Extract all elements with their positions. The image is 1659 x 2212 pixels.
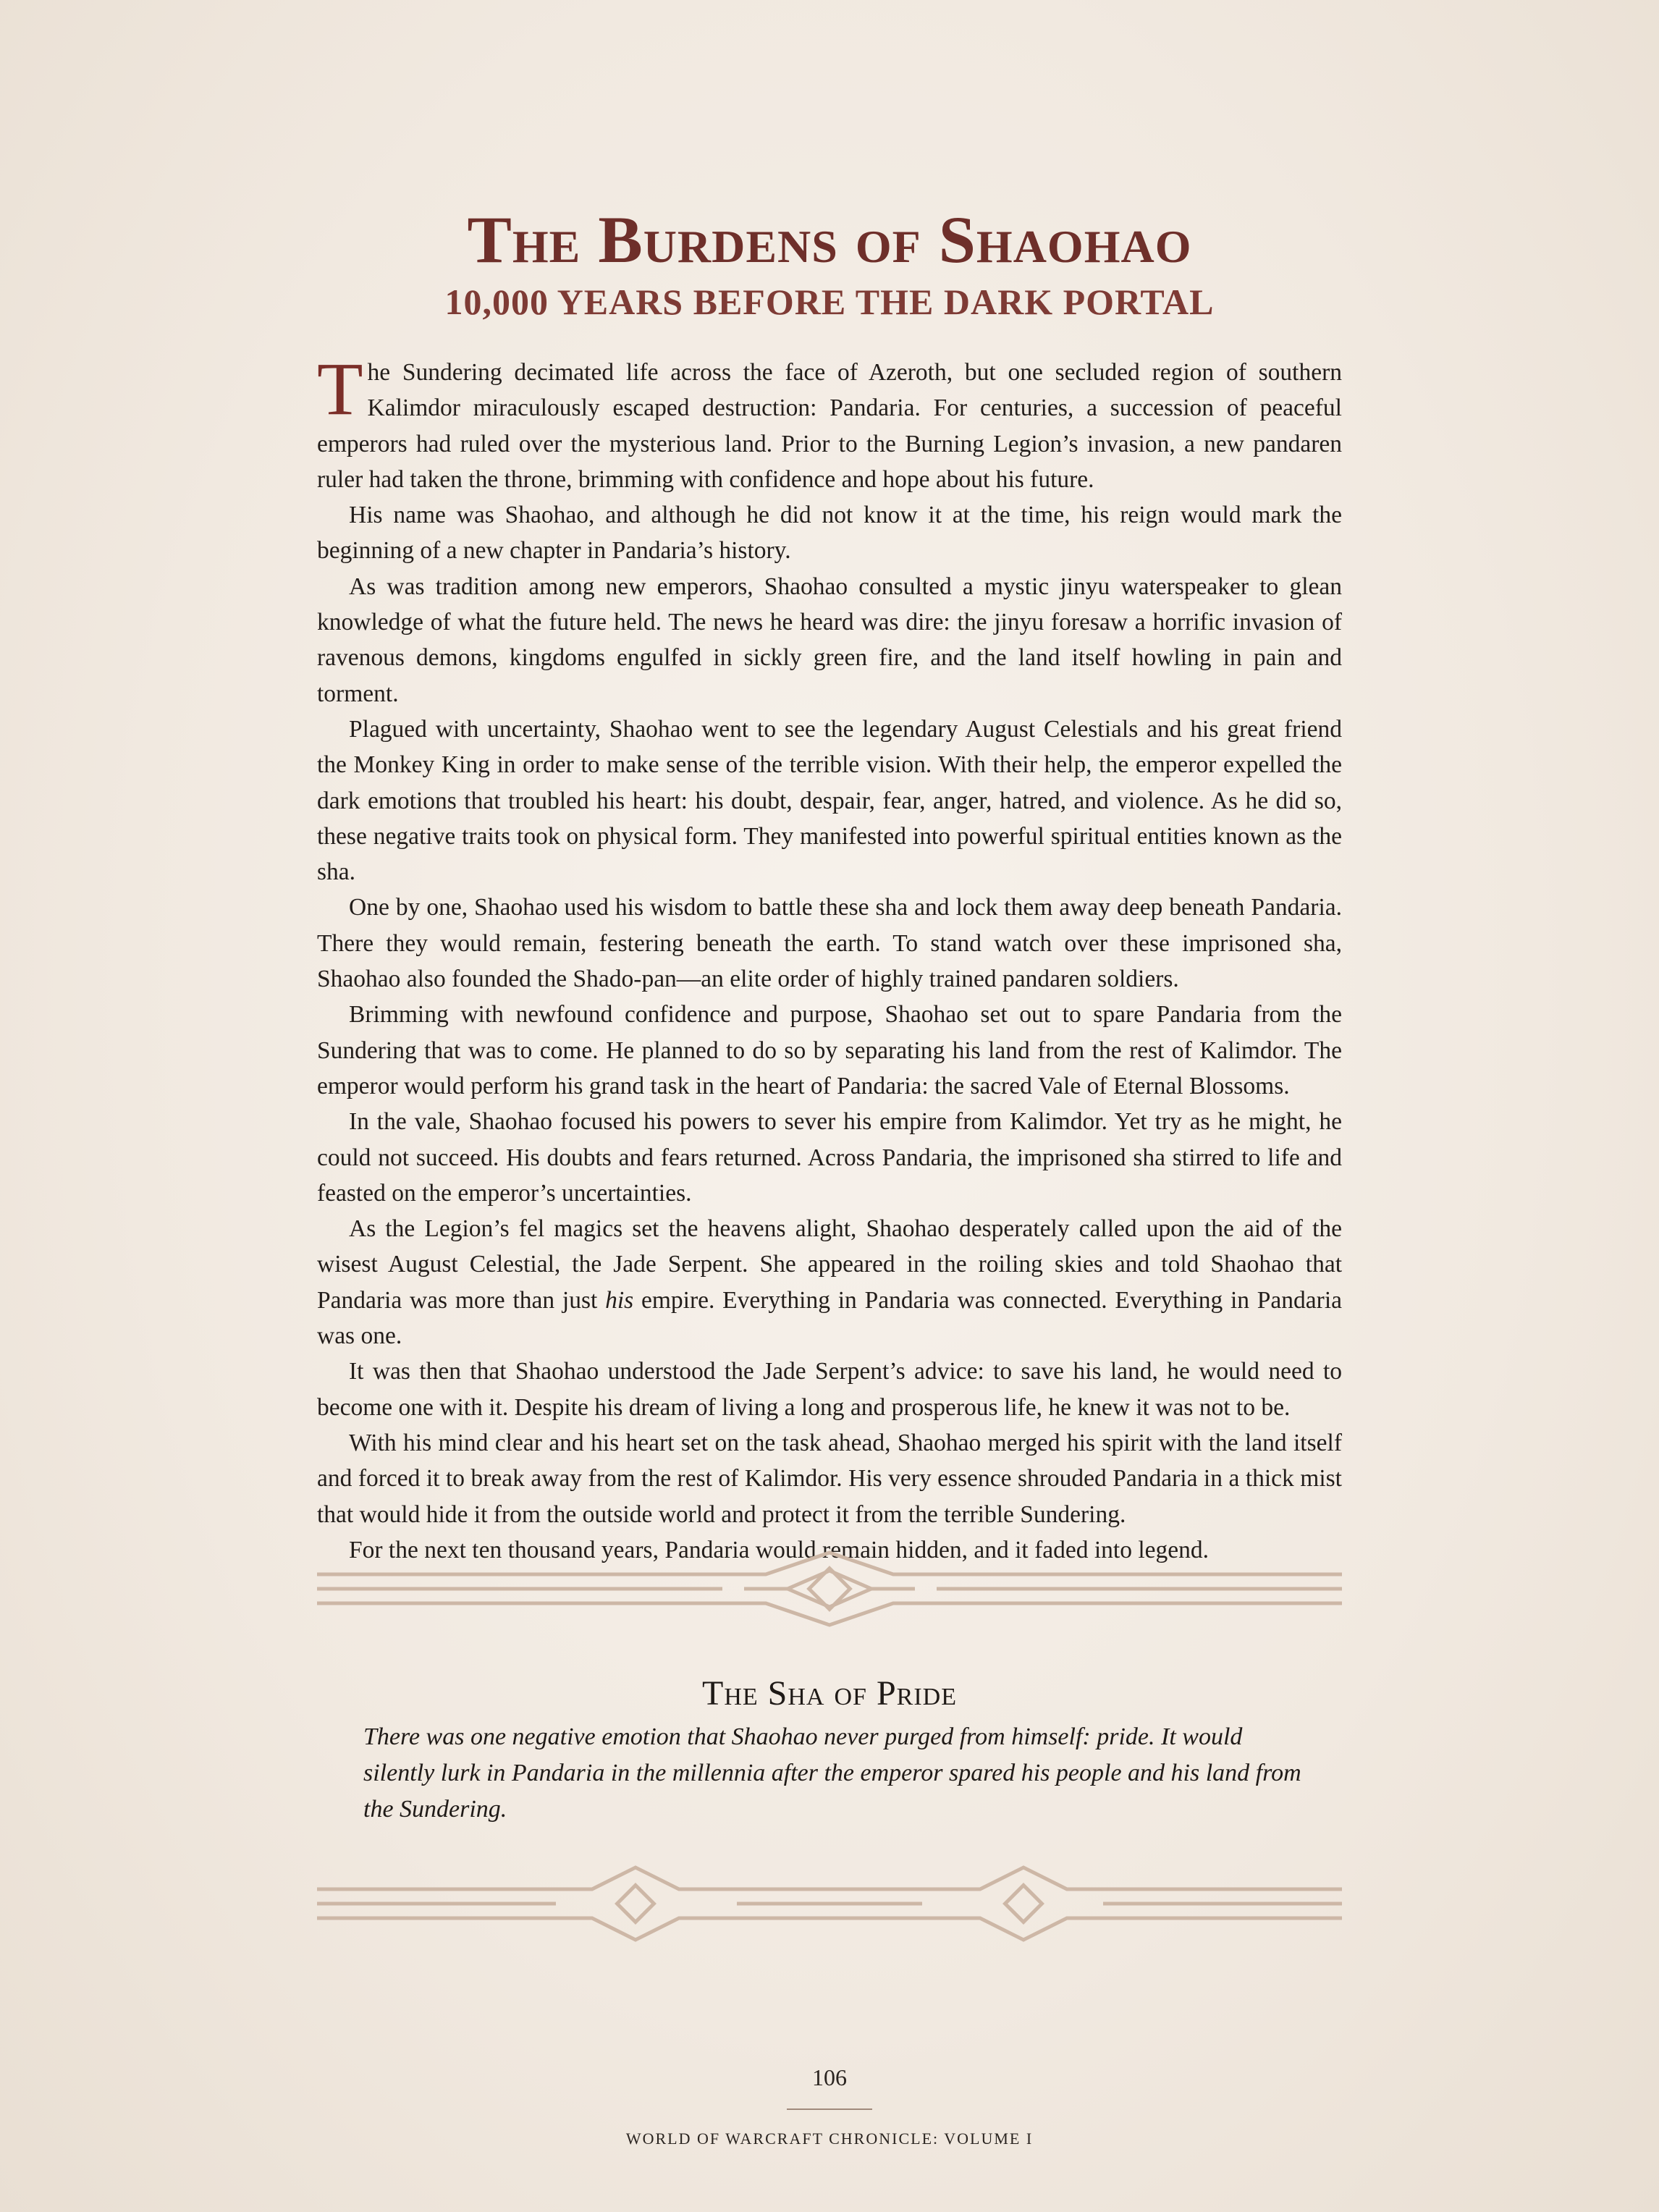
sidebar-text: There was one negative emotion that Shaohao never purged from himself: pride. It would silently lurk in Pandaria in the millennia after the emperor spared his people and his land from the Sundering.: [363, 1723, 1301, 1823]
paragraph-5: One by one, Shaohao used his wisdom to battle these sha and lock them away deep beneath Pandaria. There they would remain, festering beneath the earth. To stand watch over these imprisoned sha, Shaohao also founded the Shado-pan—an elite order of highly trained pandaren soldiers.: [317, 894, 1342, 993]
paragraph-9: It was then that Shaohao understood the Jade Serpent’s advice: to save his land, he would need to become one with it. Despite his dream of living a long and prosperous life, he knew it was not to be.: [317, 1358, 1342, 1421]
ornament-divider-bottom: [317, 1864, 1342, 1951]
running-footer: WORLD OF WARCRAFT CHRONICLE: VOLUME I: [625, 2129, 1034, 2148]
paragraph-1: The Sundering decimated life across the face of Azeroth, but one secluded region of southern Kalimdor miraculously escaped destruction: Pandaria. For centuries, a succession of peaceful emperors had ruled over the mysterious land. Prior to the Burning Legion’s invasion, a new pandaren ruler had taken the throne, brimming with confidence and hope about his future.: [317, 347, 1342, 493]
ornament-divider-top: [317, 1549, 1342, 1636]
page-title: [0, 203, 1659, 276]
body-text: [317, 347, 1342, 1568]
paragraph-8: As the Legion’s fel magics set the heavens alight, Shaohao desperately called upon the aid of the wisest August Celestial, the Jade Serpent. She appeared in the roiling skies and told Shaohao that Pandaria was more than just his empire. Everything in Pandaria was connected. Everything in Pandaria was one.: [317, 1215, 1342, 1350]
paragraph-6: Brimming with newfound confidence and purpose, Shaohao set out to spare Pandaria from the Sundering that was to come. He planned to do so by separating his land from the rest of Kalimdor. The emperor would perform his grand task in the heart of Pandaria: the sacred Vale of Eternal Blossoms.: [317, 1001, 1342, 1099]
page-subtitle: 10,000 YEARS BEFORE THE DARK PORTAL: [444, 282, 1215, 322]
footer-rule: [787, 2108, 872, 2110]
paragraph-11: For the next ten thousand years, Pandaria would remain hidden, and it faded into legend.: [349, 1536, 1210, 1563]
sidebar-title: The Sha of Pride: [702, 1674, 957, 1713]
paragraph-4: Plagued with uncertainty, Shaohao went to see the legendary August Celestials and his great friend the Monkey King in order to make sense of the terrible vision. With their help, the emperor expelled the dark emotions that troubled his heart: his doubt, despair, fear, anger, hatred, and violence. As he did so, these negative traits took on physical form. They manifested into powerful spiritual entities known as the sha.: [317, 715, 1342, 886]
paragraph-3: As was tradition among new emperors, Shaohao consulted a mystic jinyu waterspeaker to glean knowledge of what the future held. The news he heard was dire: the jinyu foresaw a horrific invasion of ravenous demons, kingdoms engulfed in sickly green fire, and the land itself howling in pain and torment.: [317, 573, 1342, 707]
page-title-text: The Burdens of Shaohao: [467, 203, 1192, 276]
page-number: 106: [812, 2064, 847, 2090]
paragraph-7: In the vale, Shaohao focused his powers to sever his empire from Kalimdor. Yet try as he might, he could not succeed. His doubts and fears returned. Across Pandaria, the imprisoned sha stirred to life and feasted on the emperor’s uncertainties.: [317, 1108, 1342, 1207]
emphasis-his: his: [605, 1286, 634, 1314]
paragraph-2: His name was Shaohao, and although he did not know it at the time, his reign would mark the beginning of a new chapter in Pandaria’s history.: [317, 502, 1342, 565]
drop-cap: T: [317, 347, 363, 431]
paragraph-10: With his mind clear and his heart set on the task ahead, Shaohao merged his spirit with the land itself and forced it to break away from the rest of Kalimdor. His very essence shrouded Pandaria in a thick mist that would hide it from the outside world and protect it from the terrible Sundering.: [317, 1429, 1342, 1528]
